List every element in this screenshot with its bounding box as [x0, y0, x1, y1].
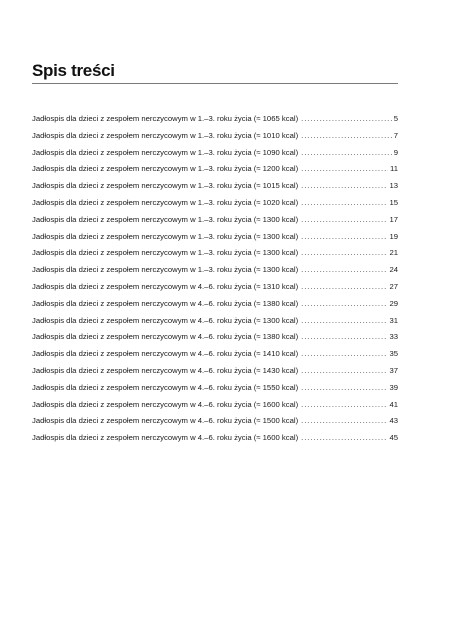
toc-entry-title: Jadłospis dla dzieci z zespołem nerczycowym w 4.–6. roku życia (≈ 1380 kcal) [32, 298, 299, 308]
toc-dot-leader [301, 413, 387, 430]
toc-entry[interactable] [32, 397, 398, 414]
toc-entry[interactable] [32, 363, 398, 380]
toc-page-number: 24 [389, 265, 398, 275]
toc-entry-title: Jadłospis dla dzieci z zespołem nerczycowym w 4.–6. roku życia (≈ 1600 kcal) [32, 399, 299, 409]
toc-dot-leader [301, 430, 387, 447]
toc-entry[interactable] [32, 413, 398, 430]
toc-dot-leader [301, 111, 392, 128]
toc-entry-title: Jadłospis dla dzieci z zespołem nerczycowym w 1.–3. roku życia (≈ 1300 kcal) [32, 214, 299, 224]
toc-entry[interactable] [32, 262, 398, 279]
toc-entry-title: Jadłospis dla dzieci z zespołem nerczycowym w 4.–6. roku życia (≈ 1310 kcal) [32, 281, 299, 291]
toc-dot-leader [301, 313, 387, 330]
toc-page-number: 17 [389, 214, 398, 224]
toc-page-number: 35 [389, 349, 398, 359]
toc-page-number: 33 [389, 332, 398, 342]
toc-dot-leader [301, 195, 387, 212]
toc-page-number: 13 [389, 181, 398, 191]
toc-entry-title: Jadłospis dla dzieci z zespołem nerczycowym w 1.–3. roku życia (≈ 1300 kcal) [32, 248, 299, 258]
toc-page-number: 7 [393, 130, 398, 140]
toc-dot-leader [301, 363, 387, 380]
toc-entry[interactable] [32, 145, 398, 162]
toc-page-number: 19 [389, 231, 398, 241]
toc-dot-leader [301, 178, 387, 195]
toc-entry-title: Jadłospis dla dzieci z zespołem nerczycowym w 4.–6. roku życia (≈ 1600 kcal) [32, 433, 299, 443]
toc-entry[interactable] [32, 279, 398, 296]
toc-dot-leader [301, 262, 387, 279]
toc-entry-title: Jadłospis dla dzieci z zespołem nerczycowym w 4.–6. roku życia (≈ 1550 kcal) [32, 382, 299, 392]
toc-entry-title: Jadłospis dla dzieci z zespołem nerczycowym w 4.–6. roku życia (≈ 1410 kcal) [32, 349, 299, 359]
toc-entry-title: Jadłospis dla dzieci z zespołem nerczycowym w 1.–3. roku życia (≈ 1015 kcal) [32, 181, 299, 191]
toc-entry-title: Jadłospis dla dzieci z zespołem nerczycowym w 1.–3. roku życia (≈ 1300 kcal) [32, 231, 299, 241]
toc-list [32, 111, 398, 447]
toc-dot-leader [301, 229, 387, 246]
toc-page-number: 41 [389, 399, 398, 409]
toc-entry-title: Jadłospis dla dzieci z zespołem nerczycowym w 4.–6. roku życia (≈ 1380 kcal) [32, 332, 299, 342]
toc-entry-title: Jadłospis dla dzieci z zespołem nerczycowym w 4.–6. roku życia (≈ 1500 kcal) [32, 416, 299, 426]
toc-page-number: 21 [389, 248, 398, 258]
toc-page-number: 43 [389, 416, 398, 426]
toc-dot-leader [301, 145, 392, 162]
toc-entry[interactable] [32, 313, 398, 330]
toc-entry-title: Jadłospis dla dzieci z zespołem nerczycowym w 1.–3. roku życia (≈ 1020 kcal) [32, 197, 299, 207]
toc-entry-title: Jadłospis dla dzieci z zespołem nerczycowym w 4.–6. roku życia (≈ 1430 kcal) [32, 365, 299, 375]
toc-entry[interactable] [32, 329, 398, 346]
toc-entry-title: Jadłospis dla dzieci z zespołem nerczycowym w 1.–3. roku życia (≈ 1065 kcal) [32, 114, 299, 123]
toc-entry[interactable] [32, 296, 398, 313]
heading-divider [32, 83, 398, 84]
toc-entry[interactable] [32, 161, 398, 178]
toc-entry-title: Jadłospis dla dzieci z zespołem nerczycowym w 1.–3. roku życia (≈ 1300 kcal) [32, 265, 299, 275]
toc-entry[interactable] [32, 111, 398, 128]
toc-dot-leader [301, 397, 387, 414]
toc-entry[interactable] [32, 229, 398, 246]
toc-page-number: 31 [389, 315, 398, 325]
toc-dot-leader [301, 329, 387, 346]
toc-page-number: 9 [393, 147, 398, 157]
toc-entry[interactable] [32, 212, 398, 229]
toc-page-number: 11 [390, 164, 398, 174]
toc-page-number: 37 [389, 365, 398, 375]
toc-entry[interactable] [32, 195, 398, 212]
toc-entry[interactable] [32, 245, 398, 262]
toc-dot-leader [301, 161, 388, 178]
toc-entry[interactable] [32, 430, 398, 447]
toc-dot-leader [301, 212, 387, 229]
toc-dot-leader [301, 245, 387, 262]
toc-entry-title: Jadłospis dla dzieci z zespołem nerczycowym w 1.–3. roku życia (≈ 1200 kcal) [32, 164, 299, 174]
toc-dot-leader [301, 296, 387, 313]
toc-page-number: 15 [389, 197, 398, 207]
toc-page-number: 5 [393, 114, 398, 123]
toc-dot-leader [301, 380, 387, 397]
toc-entry[interactable] [32, 178, 398, 195]
toc-dot-leader [301, 128, 392, 145]
toc-heading: Spis treści [32, 61, 115, 80]
toc-entry[interactable] [32, 128, 398, 145]
toc-entry-title: Jadłospis dla dzieci z zespołem nerczycowym w 1.–3. roku życia (≈ 1090 kcal) [32, 147, 299, 157]
toc-entry[interactable] [32, 346, 398, 363]
toc-dot-leader [301, 279, 387, 296]
toc-page-number: 29 [389, 298, 398, 308]
toc-dot-leader [301, 346, 387, 363]
toc-entry-title: Jadłospis dla dzieci z zespołem nerczycowym w 1.–3. roku życia (≈ 1010 kcal) [32, 130, 299, 140]
toc-page-number: 45 [389, 433, 398, 443]
toc-entry[interactable] [32, 380, 398, 397]
toc-page-number: 27 [389, 281, 398, 291]
toc-entry-title: Jadłospis dla dzieci z zespołem nerczycowym w 4.–6. roku życia (≈ 1300 kcal) [32, 315, 299, 325]
toc-page-number: 39 [389, 382, 398, 392]
